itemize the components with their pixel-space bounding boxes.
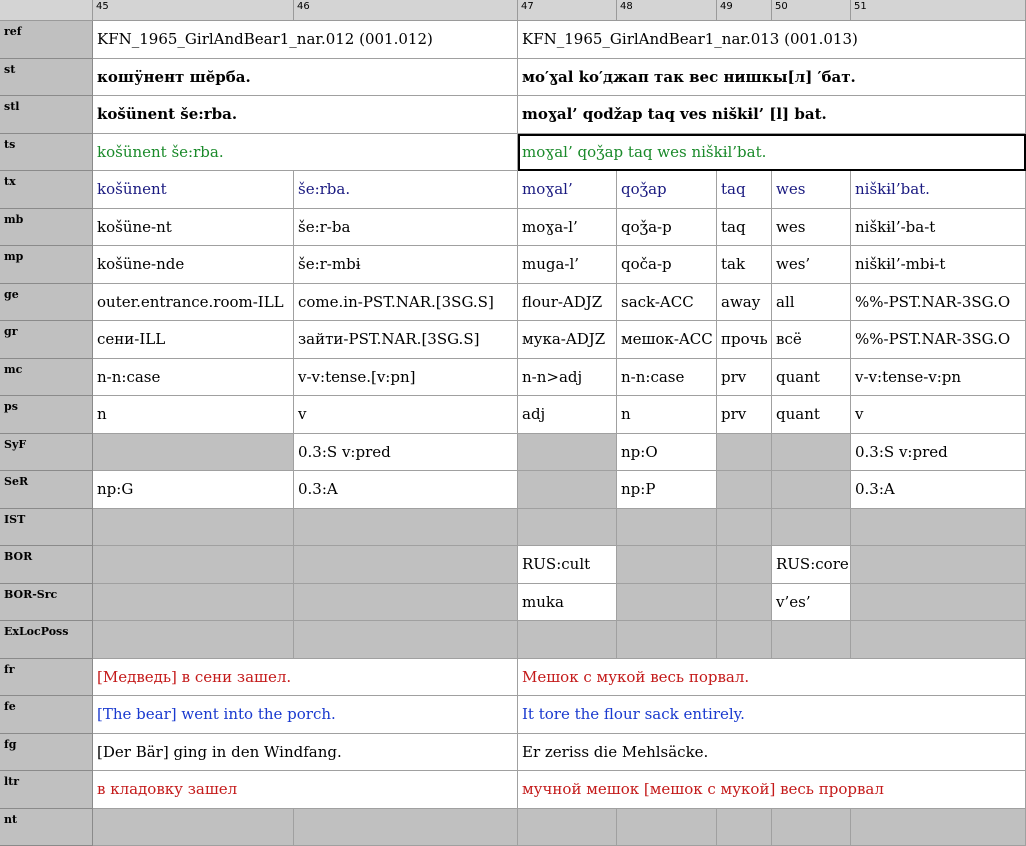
annotation-cell[interactable]: n-n:case bbox=[617, 359, 717, 397]
tier-label[interactable]: stl bbox=[0, 96, 93, 134]
annotation-cell[interactable]: KFN_1965_GirlAndBear1_nar.012 (001.012) bbox=[93, 21, 518, 59]
empty-cell[interactable] bbox=[617, 809, 717, 846]
tier-label[interactable]: SyF bbox=[0, 434, 93, 472]
tier-label[interactable]: ltr bbox=[0, 771, 93, 809]
annotation-cell[interactable]: wes bbox=[772, 171, 851, 209]
empty-cell[interactable] bbox=[851, 809, 1026, 846]
annotation-cell[interactable]: n-n:case bbox=[93, 359, 294, 397]
annotation-cell[interactable]: niškɨl’-ba-t bbox=[851, 209, 1026, 247]
annotation-cell[interactable]: прочь bbox=[717, 321, 772, 359]
annotation-cell[interactable]: v bbox=[851, 396, 1026, 434]
tier-label[interactable]: ref bbox=[0, 21, 93, 59]
annotation-cell[interactable]: мука-ADJZ bbox=[518, 321, 617, 359]
annotation-cell[interactable]: 0.3:S v:pred bbox=[294, 434, 518, 472]
empty-cell[interactable] bbox=[851, 546, 1026, 584]
annotation-cell[interactable]: košünent bbox=[93, 171, 294, 209]
tier-label[interactable]: SeR bbox=[0, 471, 93, 509]
annotation-cell[interactable]: %%-PST.NAR-3SG.O bbox=[851, 284, 1026, 322]
empty-cell[interactable] bbox=[617, 621, 717, 659]
annotation-cell[interactable]: [Der Bär] ging in den Windfang. bbox=[93, 734, 518, 772]
annotation-cell[interactable]: np:O bbox=[617, 434, 717, 472]
annotation-cell[interactable]: всё bbox=[772, 321, 851, 359]
empty-cell[interactable] bbox=[294, 621, 518, 659]
empty-cell[interactable] bbox=[717, 434, 772, 472]
annotation-cell[interactable]: away bbox=[717, 284, 772, 322]
empty-cell[interactable] bbox=[717, 546, 772, 584]
empty-cell[interactable] bbox=[617, 546, 717, 584]
empty-cell[interactable] bbox=[93, 546, 294, 584]
tier-label[interactable]: IST bbox=[0, 509, 93, 547]
column-header[interactable]: 47 bbox=[518, 0, 617, 21]
annotation-cell[interactable]: taq bbox=[717, 209, 772, 247]
annotation-cell[interactable]: outer.entrance.room-ILL bbox=[93, 284, 294, 322]
empty-cell[interactable] bbox=[772, 471, 851, 509]
annotation-cell[interactable]: It tore the flour sack entirely. bbox=[518, 696, 1026, 734]
annotation-cell[interactable]: flour-ADJZ bbox=[518, 284, 617, 322]
annotation-cell[interactable]: wes’ bbox=[772, 246, 851, 284]
empty-cell[interactable] bbox=[617, 509, 717, 547]
tier-label[interactable]: fr bbox=[0, 659, 93, 697]
empty-cell[interactable] bbox=[851, 509, 1026, 547]
annotation-cell[interactable]: qoǯa-p bbox=[617, 209, 717, 247]
empty-cell[interactable] bbox=[617, 584, 717, 622]
annotation-cell[interactable]: tak bbox=[717, 246, 772, 284]
annotation-cell[interactable]: мо′ɣal ko′джап так вес нишкы[л] ′бат. bbox=[518, 59, 1026, 97]
tier-label[interactable]: ts bbox=[0, 134, 93, 172]
empty-cell[interactable] bbox=[851, 621, 1026, 659]
empty-cell[interactable] bbox=[93, 584, 294, 622]
annotation-cell[interactable]: %%-PST.NAR-3SG.O bbox=[851, 321, 1026, 359]
annotation-cell[interactable]: 0.3:A bbox=[851, 471, 1026, 509]
empty-cell[interactable] bbox=[772, 621, 851, 659]
annotation-cell[interactable]: muka bbox=[518, 584, 617, 622]
empty-cell[interactable] bbox=[717, 584, 772, 622]
annotation-cell[interactable]: RUS:core bbox=[772, 546, 851, 584]
annotation-cell[interactable]: košüne-nt bbox=[93, 209, 294, 247]
empty-cell[interactable] bbox=[717, 471, 772, 509]
annotation-cell[interactable]: še:r-mbɨ bbox=[294, 246, 518, 284]
corner-cell bbox=[0, 0, 93, 21]
annotation-cell[interactable]: v-v:tense.[v:pn] bbox=[294, 359, 518, 397]
empty-cell[interactable] bbox=[518, 809, 617, 846]
annotation-cell[interactable]: košünent še:rba. bbox=[93, 96, 518, 134]
annotation-cell[interactable]: niškɨl’bat. bbox=[851, 171, 1026, 209]
annotation-cell[interactable]: come.in-PST.NAR.[3SG.S] bbox=[294, 284, 518, 322]
annotation-cell[interactable]: n-n>adj bbox=[518, 359, 617, 397]
annotation-cell[interactable]: še:r-ba bbox=[294, 209, 518, 247]
empty-cell[interactable] bbox=[772, 434, 851, 472]
annotation-cell[interactable]: moɣal’ qodžap taq ves niškɨl’ [l] bat. bbox=[518, 96, 1026, 134]
empty-cell[interactable] bbox=[93, 434, 294, 472]
annotation-cell[interactable]: кошӱнент шӗрба. bbox=[93, 59, 518, 97]
empty-cell[interactable] bbox=[294, 509, 518, 547]
empty-cell[interactable] bbox=[294, 809, 518, 846]
annotation-cell[interactable]: мешок-ACC bbox=[617, 321, 717, 359]
column-header[interactable]: 46 bbox=[294, 0, 518, 21]
annotation-cell[interactable]: v-v:tense-v:pn bbox=[851, 359, 1026, 397]
annotation-cell[interactable]: v’es’ bbox=[772, 584, 851, 622]
annotation-cell[interactable]: Er zeriss die Mehlsäcke. bbox=[518, 734, 1026, 772]
empty-cell[interactable] bbox=[518, 471, 617, 509]
annotation-cell[interactable]: sack-ACC bbox=[617, 284, 717, 322]
tier-label[interactable]: nt bbox=[0, 809, 93, 846]
annotation-cell[interactable]: мучной мешок [мешок с мукой] весь прорвал bbox=[518, 771, 1026, 809]
annotation-cell[interactable]: qoča-p bbox=[617, 246, 717, 284]
annotation-cell[interactable]: prv bbox=[717, 359, 772, 397]
annotation-cell[interactable]: quant bbox=[772, 396, 851, 434]
annotation-cell[interactable]: taq bbox=[717, 171, 772, 209]
empty-cell[interactable] bbox=[93, 509, 294, 547]
annotation-cell[interactable]: Мешок с мукой весь порвал. bbox=[518, 659, 1026, 697]
tier-label[interactable]: fg bbox=[0, 734, 93, 772]
tier-label[interactable]: gr bbox=[0, 321, 93, 359]
annotation-cell[interactable]: сени-ILL bbox=[93, 321, 294, 359]
column-header[interactable]: 49 bbox=[717, 0, 772, 21]
tier-label[interactable]: mc bbox=[0, 359, 93, 397]
annotation-cell[interactable]: še:rba. bbox=[294, 171, 518, 209]
annotation-cell[interactable]: [Медведь] в сени зашел. bbox=[93, 659, 518, 697]
tier-label[interactable]: ge bbox=[0, 284, 93, 322]
column-header[interactable]: 45 bbox=[93, 0, 294, 21]
annotation-cell[interactable]: all bbox=[772, 284, 851, 322]
empty-cell[interactable] bbox=[772, 809, 851, 846]
tier-label[interactable]: fe bbox=[0, 696, 93, 734]
annotation-cell[interactable]: [The bear] went into the porch. bbox=[93, 696, 518, 734]
column-header[interactable]: 48 bbox=[617, 0, 717, 21]
annotation-cell[interactable]: prv bbox=[717, 396, 772, 434]
empty-cell[interactable] bbox=[717, 809, 772, 846]
annotation-cell[interactable]: np:G bbox=[93, 471, 294, 509]
annotation-cell[interactable]: wes bbox=[772, 209, 851, 247]
annotation-cell[interactable]: moɣa-l’ bbox=[518, 209, 617, 247]
empty-cell[interactable] bbox=[518, 434, 617, 472]
annotation-cell[interactable]: RUS:cult bbox=[518, 546, 617, 584]
column-header[interactable]: 51 bbox=[851, 0, 1026, 21]
tier-label[interactable]: mp bbox=[0, 246, 93, 284]
annotation-cell[interactable]: n bbox=[617, 396, 717, 434]
annotation-cell[interactable]: зайти-PST.NAR.[3SG.S] bbox=[294, 321, 518, 359]
annotation-cell[interactable]: košünent še:rba. bbox=[93, 134, 518, 172]
tier-label[interactable]: ExLocPoss bbox=[0, 621, 93, 659]
empty-cell[interactable] bbox=[717, 621, 772, 659]
annotation-cell[interactable]: 0.3:S v:pred bbox=[851, 434, 1026, 472]
tier-label[interactable]: BOR bbox=[0, 546, 93, 584]
annotation-cell[interactable]: в кладовку зашел bbox=[93, 771, 518, 809]
annotation-cell[interactable]: KFN_1965_GirlAndBear1_nar.013 (001.013) bbox=[518, 21, 1026, 59]
empty-cell[interactable] bbox=[518, 621, 617, 659]
empty-cell[interactable] bbox=[294, 584, 518, 622]
empty-cell[interactable] bbox=[717, 509, 772, 547]
annotation-cell[interactable]: quant bbox=[772, 359, 851, 397]
annotation-cell[interactable]: niškɨl’-mbɨ-t bbox=[851, 246, 1026, 284]
annotation-cell[interactable]: košüne-nde bbox=[93, 246, 294, 284]
annotation-cell[interactable]: adj bbox=[518, 396, 617, 434]
column-header[interactable]: 50 bbox=[772, 0, 851, 21]
annotation-cell[interactable]: moɣal’ bbox=[518, 171, 617, 209]
annotation-cell[interactable]: moɣal’ qoǯap taq wes niškɨl’bat. bbox=[518, 134, 1026, 172]
annotation-cell[interactable]: 0.3:A bbox=[294, 471, 518, 509]
tier-label[interactable]: ps bbox=[0, 396, 93, 434]
annotation-cell[interactable]: np:P bbox=[617, 471, 717, 509]
empty-cell[interactable] bbox=[851, 584, 1026, 622]
annotation-cell[interactable]: v bbox=[294, 396, 518, 434]
empty-cell[interactable] bbox=[294, 546, 518, 584]
annotation-cell[interactable]: qoǯap bbox=[617, 171, 717, 209]
annotation-cell[interactable]: n bbox=[93, 396, 294, 434]
empty-cell[interactable] bbox=[93, 621, 294, 659]
tier-label[interactable]: mb bbox=[0, 209, 93, 247]
tier-label[interactable]: st bbox=[0, 59, 93, 97]
empty-cell[interactable] bbox=[518, 509, 617, 547]
empty-cell[interactable] bbox=[772, 509, 851, 547]
annotation-cell[interactable]: muga-l’ bbox=[518, 246, 617, 284]
empty-cell[interactable] bbox=[93, 809, 294, 846]
tier-label[interactable]: tx bbox=[0, 171, 93, 209]
tier-label[interactable]: BOR-Src bbox=[0, 584, 93, 622]
